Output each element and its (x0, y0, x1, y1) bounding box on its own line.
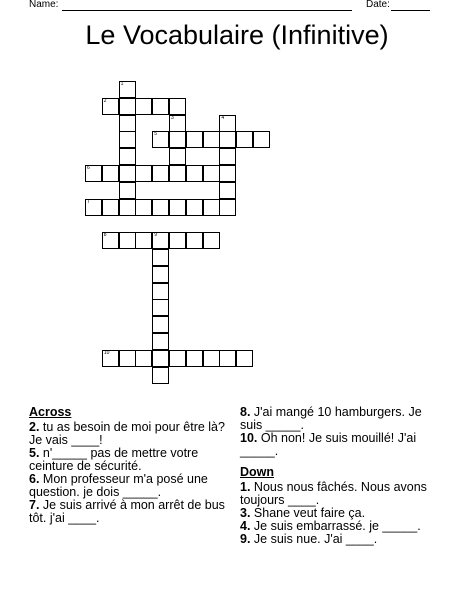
clue-text: n'_____ pas de mettre votre ceinture de sécurité. (29, 446, 199, 473)
crossword-cell[interactable] (152, 199, 169, 216)
page-title: Le Vocabulaire (Infinitive) (85, 20, 389, 50)
crossword-cell[interactable] (169, 148, 186, 165)
crossword-cell[interactable] (186, 232, 203, 249)
crossword-cell[interactable] (169, 165, 186, 182)
clue-number: 2 (103, 97, 107, 104)
crossword-cell[interactable] (152, 299, 169, 316)
crossword-cell[interactable] (152, 283, 169, 300)
crossword-cell[interactable] (152, 333, 169, 350)
clue-number: 3. (240, 506, 251, 520)
crossword-cell[interactable] (119, 148, 136, 165)
clues-column-right (240, 406, 445, 546)
down-list (240, 481, 445, 546)
across-heading: Across (29, 405, 72, 419)
clue-text: J'ai mangé 10 hamburgers. Je suis _____. (240, 405, 422, 432)
clue-number: 6 (87, 165, 90, 171)
crossword-cell[interactable] (219, 350, 236, 367)
crossword-cell[interactable] (219, 148, 236, 165)
across-list (29, 421, 229, 525)
across-continued-list (240, 406, 445, 458)
crossword-cell[interactable] (135, 350, 152, 367)
clue-number: 8 (103, 232, 107, 239)
crossword-cell[interactable] (169, 115, 186, 132)
crossword-cell[interactable] (135, 199, 152, 216)
crossword-cell[interactable] (152, 131, 169, 148)
clue-number: 5 (154, 131, 157, 138)
crossword-cell[interactable] (152, 232, 169, 249)
crossword-cell[interactable] (219, 115, 236, 132)
crossword-cell[interactable] (102, 199, 119, 216)
crossword-cell[interactable] (135, 232, 152, 249)
clue-text: Je suis embarrassé. je _____. (250, 519, 421, 533)
crossword-cell[interactable] (219, 165, 236, 182)
clue-number: 9 (154, 232, 157, 239)
clue-number: 4 (221, 114, 225, 121)
crossword-cell[interactable] (169, 350, 186, 367)
crossword-cell[interactable] (236, 350, 253, 367)
clue-number: 7 (87, 198, 90, 205)
down-clue (240, 481, 445, 507)
crossword-cell[interactable] (119, 131, 136, 148)
crossword-cell[interactable] (203, 165, 220, 182)
crossword-cell[interactable] (102, 232, 119, 249)
crossword-cell[interactable] (152, 350, 169, 367)
crossword-cell[interactable] (102, 98, 119, 115)
clue-number: 4. (240, 519, 251, 533)
crossword-cell[interactable] (102, 350, 119, 367)
clue-number: 1 (120, 81, 124, 87)
crossword-cell[interactable] (85, 165, 102, 182)
clue-number: 3 (171, 114, 174, 121)
clue-number: 9. (240, 532, 251, 546)
across-clue (240, 406, 445, 432)
date-label: Date: (366, 0, 390, 10)
crossword-cell[interactable] (119, 199, 136, 216)
down-heading: Down (240, 465, 275, 479)
clue-text: Shane veut faire ça. (250, 506, 366, 520)
crossword-cell[interactable] (203, 232, 220, 249)
crossword-cell[interactable] (152, 266, 169, 283)
crossword-cell[interactable] (102, 165, 119, 182)
crossword-cell[interactable] (119, 98, 136, 115)
down-clue (240, 533, 445, 546)
crossword-cell[interactable] (119, 165, 136, 182)
clue-text: Nous nous fâchés. Nous avons toujours ____. (240, 480, 427, 507)
crossword-cell[interactable] (203, 131, 220, 148)
across-clue (29, 473, 229, 499)
across-clue (29, 421, 229, 447)
crossword-cell[interactable] (253, 131, 270, 148)
crossword-cell[interactable] (119, 81, 136, 98)
crossword-cell[interactable] (186, 199, 203, 216)
crossword-cell[interactable] (186, 165, 203, 182)
crossword-cell[interactable] (152, 98, 169, 115)
clue-text: tu as besoin de moi pour être là? Je vais ____! (29, 420, 225, 447)
crossword-cell[interactable] (135, 98, 152, 115)
crossword-cell[interactable] (169, 199, 186, 216)
crossword-cell[interactable] (119, 350, 136, 367)
clue-number: 6. (29, 472, 40, 486)
crossword-cell[interactable] (152, 165, 169, 182)
crossword-cell[interactable] (203, 199, 220, 216)
clue-text: Je suis arrivé à mon arrêt de bus tôt. j'ai ____. (29, 498, 225, 525)
across-clue (29, 499, 229, 525)
clue-text: Je suis nue. J'ai ____. (250, 532, 378, 546)
clue-number: 1. (240, 480, 251, 494)
clue-text: Mon professeur m'a posé une question. je dois _____. (29, 472, 208, 499)
across-clues (29, 406, 229, 525)
crossword-cell[interactable] (135, 165, 152, 182)
crossword-cell[interactable] (152, 316, 169, 333)
crossword-cell[interactable] (169, 98, 186, 115)
crossword-cell[interactable] (119, 182, 136, 199)
crossword-cell[interactable] (219, 199, 236, 216)
clue-number: 2. (29, 420, 40, 434)
crossword-cell[interactable] (169, 131, 186, 148)
across-clue (240, 432, 445, 458)
crossword-cell[interactable] (186, 350, 203, 367)
clue-number: 5. (29, 446, 40, 460)
across-clue (29, 447, 229, 473)
clue-number: 10. (240, 431, 258, 445)
crossword-cell[interactable] (219, 182, 236, 199)
clue-number: 8. (240, 405, 251, 419)
clue-number: 10 (103, 349, 110, 356)
crossword-cell[interactable] (236, 131, 253, 148)
crossword-cell[interactable] (219, 131, 236, 148)
clue-text: Oh non! Je suis mouillé! J'ai _____. (240, 431, 417, 458)
name-label: Name: (29, 0, 59, 10)
crossword-cell[interactable] (119, 232, 136, 249)
crossword-cell[interactable] (119, 115, 136, 132)
crossword-cell[interactable] (186, 131, 203, 148)
crossword-cell[interactable] (152, 249, 169, 266)
crossword-cell[interactable] (152, 367, 169, 384)
crossword-cell[interactable] (169, 232, 186, 249)
clue-number: 7. (29, 498, 40, 512)
crossword-cell[interactable] (85, 199, 102, 216)
crossword-cell[interactable] (203, 350, 220, 367)
